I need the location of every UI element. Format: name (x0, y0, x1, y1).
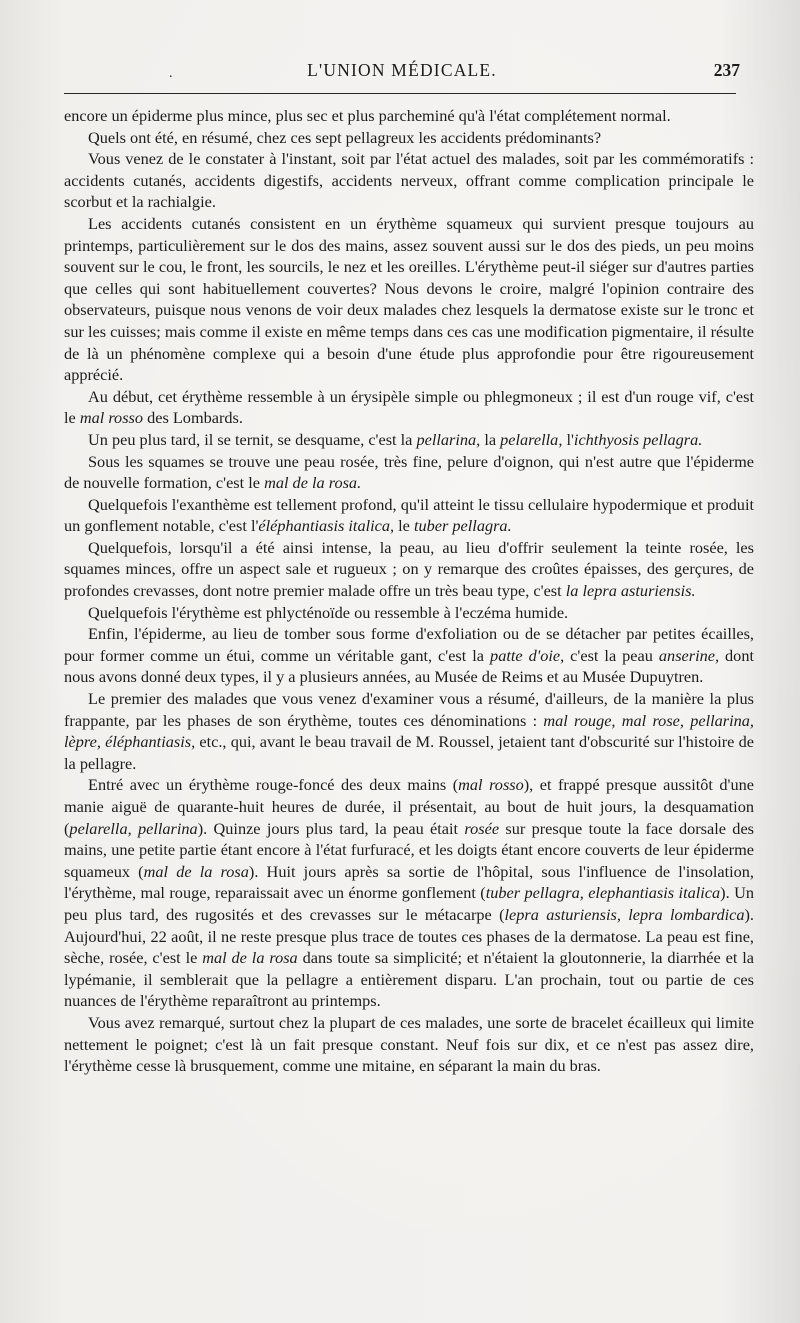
italic-term: pelarella, pellarina (69, 818, 198, 838)
text-run: Enfin, l'épiderme, au lieu de tomber sous forme d'exfoliation ou de se détacher par petites écailles, pour former comme un étui, comme un véritable gant, c'est la (64, 624, 754, 665)
italic-term: mal de la rosa (143, 861, 249, 881)
italic-term: patte d'oie, (490, 645, 565, 665)
text-run: le (394, 516, 414, 536)
paragraph (64, 774, 754, 1012)
italic-term: pellarina, (416, 429, 481, 449)
paragraph (64, 127, 754, 149)
text-run: Quelquefois, lorsqu'il a été ainsi intense, la peau, au lieu d'offrir seulement la teinte rosée, les squames minces, offre un aspect sale et rugueux ; on y remarque des croûtes épaisses, des gerçures, de profondes crevasses, dont notre premier malade offre un très beau type, c'est (64, 537, 754, 601)
paragraph (64, 537, 754, 602)
paragraph (64, 386, 754, 429)
italic-term: ichthyosis pellagra. (573, 429, 703, 449)
header-dot: . (169, 66, 173, 81)
paragraph (64, 148, 754, 213)
text-run: dont nous avons donné deux types, il y a plusieurs années, au Musée de Reims et au Musée Dupuytren. (64, 645, 754, 687)
paragraph (64, 602, 754, 624)
italic-term: la lepra asturiensis. (565, 581, 696, 601)
text-run: Vous avez remarqué, surtout chez la plupart de ces malades, une sorte de bracelet écailleux qui limite nettement le poignet; c'est là un fait presque constant. Neuf fois sur dix, et ce n'est pas assez dire, l'érythème cesse là brusquement, comme une mitaine, en séparant la main du bras. (64, 1012, 754, 1076)
text-run: ). Huit jours après sa sortie de l'hôpital, sous l'influence de l'insolation, l'érythème, mal rouge, reparaissait avec un énorme gonflement ( (64, 861, 754, 903)
text-run: ), et frappé presque aussitôt d'une manie aiguë de quarante-huit heures de durée, il présentait, au bout de huit jours, la desquamation ( (64, 775, 754, 838)
italic-term: anserine, (658, 645, 720, 665)
italic-term: mal rosso (458, 775, 524, 795)
italic-term: mal rouge, mal rose, pellarina, lèpre, éléphantiasis, (64, 710, 754, 752)
text-run: Les accidents cutanés consistent en un érythème squameux qui survient presque toujours au printemps, particulièrement sur le dos des mains, assez souvent aussi sur le dos des pieds, un peu moins souvent sur le cou, le front, les sourcils, le nez et les oreilles. L'érythème peut-il siéger sur d'autres parties que celles qui sont habituellement couvertes? Nous devons le croire, malgré l'opinion contraire des observateurs, puisque nous venons de voir deux malades chez lesquels la dermatose existe sur le tronc et sur les cuisses; mais comme il existe en même temps dans ces cas une modification pigmentaire, il résulte de là un phénomène complexe qui a besoin d'une étude plus approfondie pour être rigoureusement apprécié. (64, 213, 754, 385)
text-run: ). Quinze jours plus tard, la peau était (197, 818, 465, 838)
text-run: etc., qui, avant le beau travail de M. Roussel, jetaient tant d'obscurité sur l'histoire de la pellagre. (64, 732, 754, 773)
text-run: ). Un peu plus tard, des rugosités et des crevasses sur le métacarpe ( (64, 883, 754, 924)
italic-term: mal de la rosa. (264, 473, 362, 493)
text-run: des Lombards. (143, 408, 243, 428)
paragraph (64, 494, 754, 537)
italic-term: lepra asturiensis, lepra lombardica (504, 904, 745, 924)
text-run: ). Aujourd'hui, 22 août, il ne reste presque plus trace de toutes ces phases de la dermatose. La peau est fine, sèche, rosée, c'est le (64, 904, 754, 968)
text-run: l' (562, 429, 574, 449)
page-number: 237 (713, 60, 740, 80)
text-run: sur presque toute la face dorsale des mains, une petite partie étant encore à l'état furfuracé, et les doigts étant encore couverts de leur épiderme squameux ( (64, 818, 755, 881)
italic-term: tuber pellagra. (413, 516, 512, 536)
body-text (64, 105, 754, 1077)
text-run: c'est la peau (564, 645, 659, 665)
text-run: Au début, cet érythème ressemble à un érysipèle simple ou phlegmoneux ; il est d'un rouge vif, c'est le (64, 386, 754, 428)
paragraph (64, 1012, 754, 1077)
paragraph (64, 429, 754, 451)
text-run: Quelquefois l'exanthème est tellement profond, qu'il atteint le tissu cellulaire hypodermique et produit un gonflement notable, c'est l' (64, 494, 754, 536)
text-run: Entré avec un érythème rouge-foncé des deux mains ( (88, 775, 459, 795)
text-run: Vous venez de le constater à l'instant, soit par l'état actuel des malades, soit par les commémoratifs : accidents cutanés, accidents digestifs, accidents nerveux, offrant comme complication principale le scorbut et la rachialgie. (64, 149, 754, 212)
text-run: Quelquefois l'érythème est phlycténoïde ou ressemble à l'eczéma humide. (88, 602, 569, 622)
text-run: la (480, 429, 501, 449)
text-run: encore un épiderme plus mince, plus sec et plus parcheminé qu'à l'état complétement normal. (64, 106, 671, 125)
journal-title: L'UNION MÉDICALE. (307, 60, 497, 80)
paragraph (64, 623, 754, 688)
text-run: Quels ont été, en résumé, chez ces sept pellagreux les accidents prédominants? (88, 127, 602, 147)
italic-term: éléphantiasis italica, (258, 516, 395, 536)
text-run: Le premier des malades que vous venez d'examiner vous a résumé, d'ailleurs, de la manière la plus frappante, par les phases de son érythème, toutes ces dénominations : (64, 689, 754, 730)
italic-term: rosée (464, 818, 500, 838)
running-head (64, 58, 740, 88)
italic-term: mal de la rosa (202, 948, 298, 968)
header-rule (64, 93, 736, 94)
text-run: Un peu plus tard, il se ternit, se desquame, c'est la (88, 429, 417, 449)
paragraph (64, 213, 754, 386)
italic-term: tuber pellagra, elephantiasis italica (485, 883, 721, 903)
paragraph (64, 688, 754, 774)
paragraph (64, 451, 754, 494)
italic-term: pelarella, (500, 429, 563, 449)
text-run: dans toute sa simplicité; et n'étaient la gloutonnerie, la diarrhée et la lypémanie, il semblerait que la pellagre a entièrement disparu. L'an prochain, tout ou partie de ces nuances de l'érythème reparaîtront au printemps. (64, 948, 754, 1011)
italic-term: mal rosso (79, 408, 144, 428)
paragraph (64, 105, 754, 127)
text-run: Sous les squames se trouve une peau rosée, très fine, pelure d'oignon, qui n'est autre que l'épiderme de nouvelle formation, c'est le (64, 451, 754, 493)
